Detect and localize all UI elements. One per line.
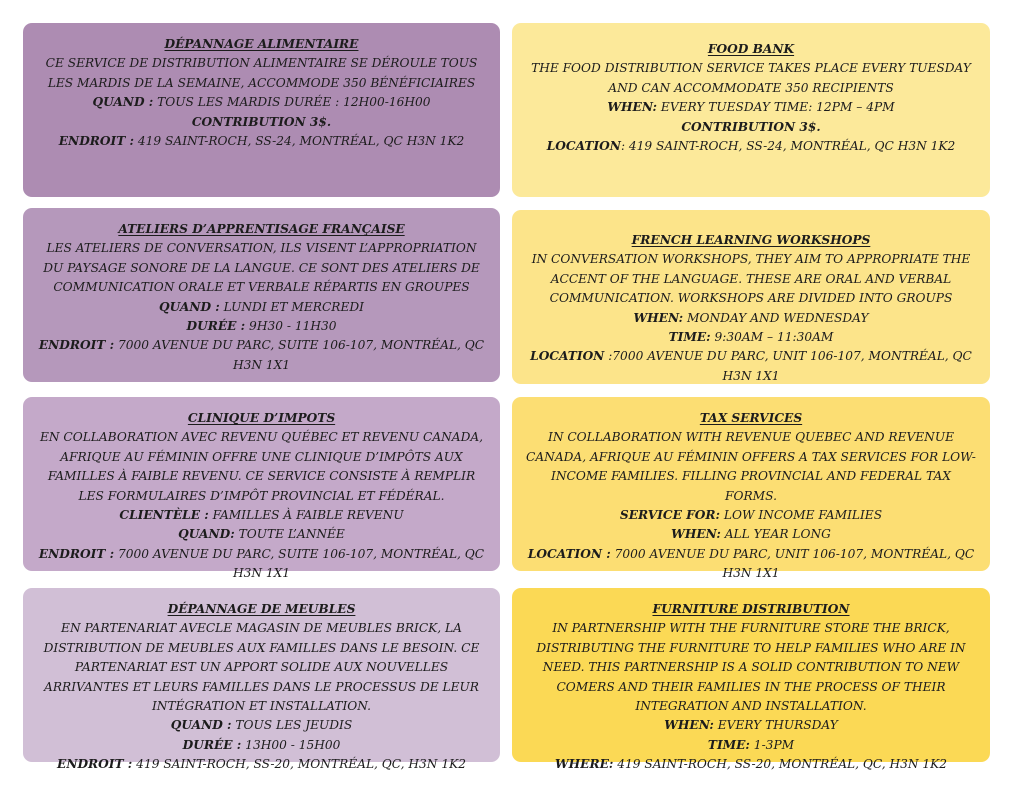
field-label: QUAND : [170,718,232,733]
card-field-duration [37,317,486,336]
card-field-location [37,336,486,375]
field-value: 419 SAINT-ROCH, SS-20, MONTRÉAL, QC, H3N 1K2 [613,757,948,772]
field-label: WHERE: [554,757,614,772]
card-title: FURNITURE DISTRIBUTION [652,602,850,616]
field-label: CLIENTÈLE : [119,508,209,523]
service-card-ateliers-francais [23,208,500,382]
service-card-furniture-distribution [512,588,990,772]
field-value: 9H30 - 11H30 [245,319,337,334]
field-value: 1-3PM [749,737,795,752]
field-label: QUAND: [178,527,235,542]
field-label: CONTRIBUTION 3$. [681,119,821,134]
card-description: THE FOOD DISTRIBUTION SERVICE TAKES PLACE EVERY TUESDAY AND CAN ACCOMMODATE 350 RECIPIENTS [531,61,971,95]
field-label: ENDROIT : [57,757,133,772]
field-label: LOCATION : [527,546,611,561]
field-value: 7000 AVENUE DU PARC, SUITE 106-107, MONTRÉAL, QC H3N 1X1 [114,338,485,372]
card-field-when [37,93,486,112]
card-field-contribution [526,118,976,137]
service-card-clinique-impots [23,397,500,581]
service-card-depannage-meubles [23,588,500,772]
card-title: DÉPANNAGE DE MEUBLES [167,602,356,616]
field-value: EVERY THURSDAY [713,718,838,733]
field-value: LOW INCOME FAMILIES [720,508,883,523]
card-field-when [526,98,976,117]
card-field-when [37,298,486,317]
service-card-depannage-alimentaire [23,23,500,197]
service-card-french-workshops [512,210,990,384]
card-field-time [526,736,976,755]
card-field-when [526,525,976,544]
field-label: DURÉE : [182,737,242,752]
card-field-location [37,545,486,584]
field-value: :7000 AVENUE DU PARC, UNIT 106-107, MONTRÉAL, QC H3N 1X1 [604,349,972,383]
field-value: : 419 SAINT-ROCH, SS-24, MONTRÉAL, QC H3N 1K2 [620,139,956,154]
field-label: WHEN: [671,527,721,542]
field-value: FAMILLES À FAIBLE REVENU [208,508,404,523]
service-card-tax-services [512,397,990,581]
card-field-when [526,309,976,328]
card-field-location [526,347,976,386]
card-field-where [526,755,976,774]
card-description: IN PARTNERSHIP WITH THE FURNITURE STORE THE BRICK, DISTRIBUTING THE FURNITURE TO HELP FAMILIES WHO ARE IN NEED. THIS PARTNERSHIP IS A SOLID CONTRIBUTION TO NEW COMERS AND THEIR FAMILIES IN THE PROCESS OF THEIR INTEGRATION AND INSTALLATION. [536,621,966,714]
card-field-when [37,525,486,544]
card-title: TAX SERVICES [699,411,803,425]
field-value: 419 SAINT-ROCH, SS-24, MONTRÉAL, QC H3N 1K2 [134,134,465,149]
field-label: SERVICE FOR: [619,508,720,523]
card-field-duration [37,736,486,755]
field-value: 9:30AM – 11:30AM [710,330,834,345]
field-value: EVERY TUESDAY TIME: 12PM – 4PM [657,100,895,115]
card-title: CLINIQUE D’IMPOTS [187,411,336,425]
card-field-time [526,328,976,347]
card-description: CE SERVICE DE DISTRIBUTION ALIMENTAIRE SE DÉROULE TOUS LES MARDIS DE LA SEMAINE, ACCOMMODE 350 BÉNÉFICIAIRES [45,56,478,90]
field-label: LOCATION [546,139,621,154]
field-value: 13H00 - 15H00 [241,737,341,752]
field-value: 419 SAINT-ROCH, SS-20, MONTRÉAL, QC, H3N 1K2 [132,757,466,772]
card-field-clientele [37,506,486,525]
card-field-location [526,137,976,156]
field-label: LOCATION [530,349,605,364]
card-description: EN COLLABORATION AVEC REVENU QUÉBEC ET REVENU CANADA, AFRIQUE AU FÉMININ OFFRE UNE CLINIQUE D’IMPÔTS AUX FAMILLES À FAIBLE REVENU. CE SERVICE CONSISTE À REMPLIR LES FORMULAIRES D’IMPÔT PROVINCIAL ET FÉDÉRAL. [39,430,484,503]
card-description: IN COLLABORATION WITH REVENUE QUEBEC AND REVENUE CANADA, AFRIQUE AU FÉMININ OFFERS A TAX SERVICES FOR LOW-INCOME FAMILIES. FILLING PROVINCIAL AND FEDERAL TAX FORMS. [526,430,976,503]
card-description: IN CONVERSATION WORKSHOPS, THEY AIM TO APPROPRIATE THE ACCENT OF THE LANGUAGE. THESE ARE ORAL AND VERBAL COMMUNICATION. WORKSHOPS ARE DIVIDED INTO GROUPS [531,252,971,306]
card-title: DÉPANNAGE ALIMENTAIRE [164,37,359,51]
card-description: EN PARTENARIAT AVECLE MAGASIN DE MEUBLES BRICK, LA DISTRIBUTION DE MEUBLES AUX FAMILLES DANS LE BESOIN. CE PARTENARIAT EST UN APPORT SOLIDE AUX NOUVELLES ARRIVANTES ET LEURS FAMILLES DANS LE PROCESSUS DE LEUR INTÉGRATION ET INSTALLATION. [43,621,480,714]
field-label: ENDROIT : [38,546,115,561]
card-title: FOOD BANK [707,42,795,56]
field-label: WHEN: [607,100,658,115]
field-value: TOUS LES JEUDIS [231,718,353,733]
service-card-food-bank [512,23,990,197]
field-value: TOUS LES MARDIS DURÉE : 12H00-16H00 [153,95,431,110]
field-label: QUAND : [92,95,154,110]
field-label: DURÉE : [186,319,246,334]
field-label: WHEN: [633,310,684,325]
field-value: 7000 AVENUE DU PARC, UNIT 106-107, MONTRÉAL, QC H3N 1X1 [610,546,975,581]
field-label: CONTRIBUTION 3$. [191,114,332,129]
field-value: 7000 AVENUE DU PARC, SUITE 106-107, MONTRÉAL, QC H3N 1X1 [114,546,485,581]
field-label: TIME: [668,330,711,345]
field-label: TIME: [707,737,750,752]
field-value: TOUTE L’ANNÉE [234,527,345,542]
field-label: WHEN: [664,718,714,733]
card-field-when [37,716,486,735]
card-field-contribution [37,113,486,132]
card-field-service-for [526,506,976,525]
field-value: LUNDI ET MERCREDI [219,299,364,314]
card-field-location [526,545,976,584]
field-value: ALL YEAR LONG [720,527,831,542]
field-value: MONDAY AND WEDNESDAY [683,310,869,325]
field-label: ENDROIT : [38,338,115,353]
card-field-location [37,132,486,151]
field-label: QUAND : [159,299,220,314]
card-field-when [526,716,976,735]
field-label: ENDROIT : [58,134,135,149]
card-title: ATELIERS D’APPRENTISAGE FRANÇAISE [118,222,405,236]
card-title: FRENCH LEARNING WORKSHOPS [631,233,871,247]
card-field-location [37,755,486,774]
card-description: LES ATELIERS DE CONVERSATION, ILS VISENT L’APPROPRIATION DU PAYSAGE SONORE DE LA LANGUE. CE SONT DES ATELIERS DE COMMUNICATION ORALE ET VERBALE RÉPARTIS EN GROUPES [43,241,480,295]
